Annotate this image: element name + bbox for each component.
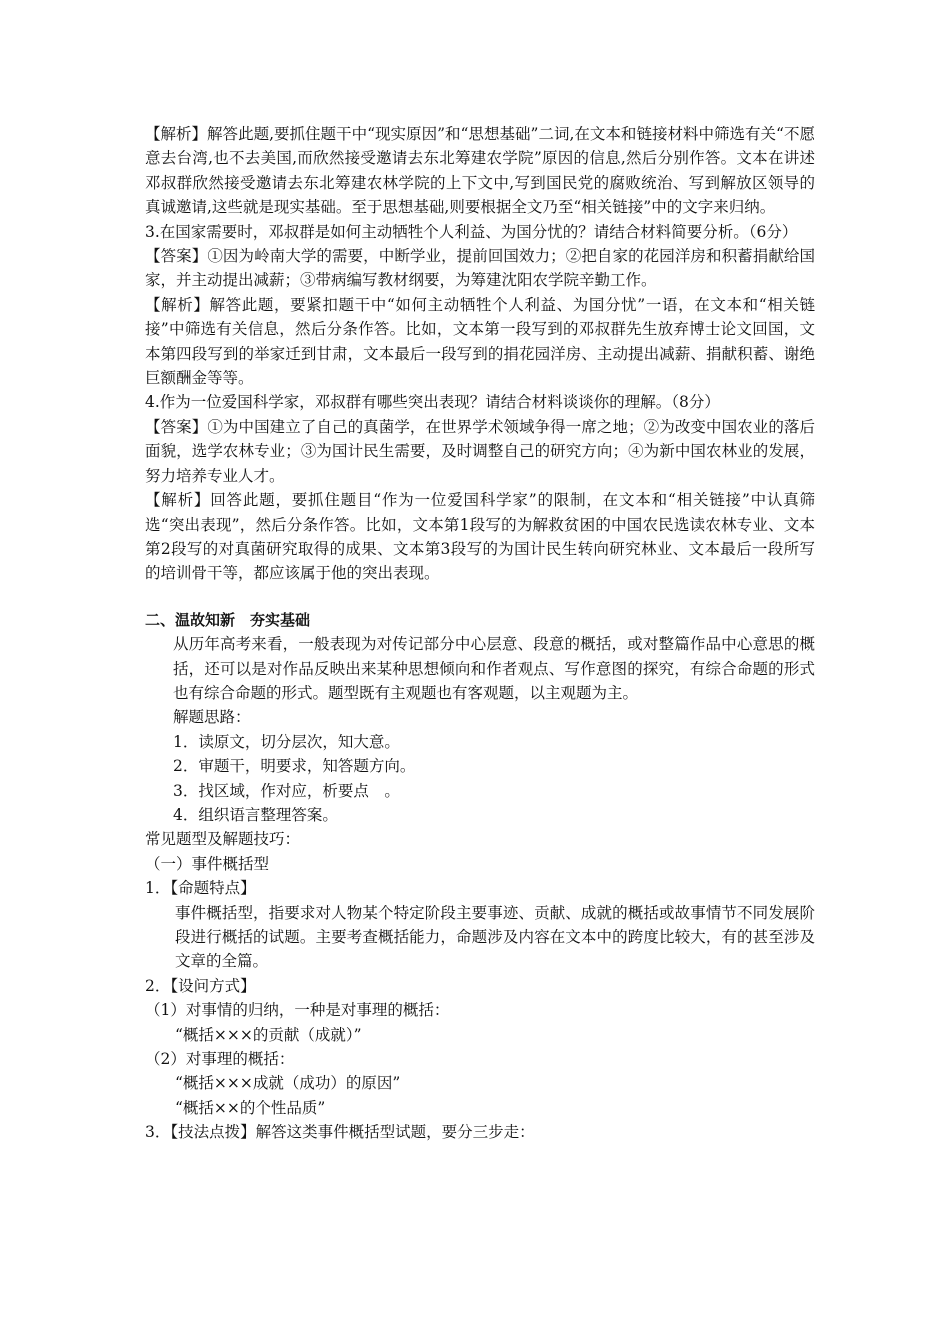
answer-q3: 【答案】①因为岭南大学的需要，中断学业，提前回国效力；②把自家的花园洋房和积蓄捐献给国家，并主动提出减薪；③带病编写教材纲要，为筹建沈阳农学院辛勤工作。 <box>145 247 815 290</box>
format-1: （1）对事情的归纳，一种是对事理的概括： <box>145 1001 450 1020</box>
step-1: 1．读原文，切分层次，知大意。 <box>173 732 400 751</box>
format-1-example: “概括×××的贡献（成就）” <box>175 1025 362 1044</box>
answer-q4: 【答案】①为中国建立了自己的真菌学，在世界学术领域争得一席之地；②为改变中国农业的落后面貌，选学农林专业；③为国计民生需要，及时调整自己的研究方向；④为新中国农林业的发展，努力培养专业人才。 <box>145 417 815 485</box>
analysis-q3: 【解析】解答此题，要紧扣题干中“如何主动牺牲个人利益、为国分忧”一语，在文本和“相关链接”中筛选有关信息，然后分条作答。比如，文本第一段写到的邓叔群先生放弃博士论文回国，文本第四段写到的举家迁到甘肃，文本最后一段写到的捐花园洋房、主动提出减薪、捐献积蓄、谢绝巨额酬金等等。 <box>145 295 815 388</box>
solution-approach-label: 解题思路： <box>173 708 251 727</box>
document-body <box>145 122 815 1145</box>
question-types-label: 常见题型及解题技巧： <box>145 830 301 849</box>
format-2-example-2: “概括××的个性品质” <box>175 1098 326 1117</box>
proposition-features-label: 1．【命题特点】 <box>145 879 256 898</box>
format-2: （2）对事理的概括： <box>145 1050 295 1069</box>
step-3: 3．找区域，作对应，析要点 。 <box>173 781 400 800</box>
type-1-heading: （一）事件概括型 <box>145 854 270 873</box>
question-3: 3.在国家需要时，邓叔群是如何主动牺牲个人利益、为国分忧的？请结合材料简要分析。（6分） <box>145 222 798 241</box>
technique-label: 3．【技法点拨】解答这类事件概括型试题，要分三步走： <box>145 1123 535 1142</box>
format-2-example-1: “概括×××成就（成功）的原因” <box>175 1074 401 1093</box>
section-intro-paragraph: 从历年高考来看，一般表现为对传记部分中心层意、段意的概括，或对整篇作品中心意思的概括，还可以是对作品反映出来某种思想倾向和作者观点、写作意图的探究，有综合命题的形式也有综合命题的形式。题型既有主观题也有客观题，以主观题为主。 <box>173 635 815 702</box>
step-4: 4．组织语言整理答案。 <box>173 805 338 824</box>
analysis-q4: 【解析】回答此题，要抓住题目“作为一位爱国科学家”的限制，在文本和“相关链接”中认真筛选“突出表现”，然后分条作答。比如，文本第1段写的为解救贫困的中国农民选读农林专业、文本第2段写的对真菌研究取得的成果、文本第3段写的为国计民生转向研究林业、文本最后一段所写的培训骨干等，都应该属于他的突出表现。 <box>145 491 815 583</box>
proposition-features-text: 事件概括型，指要求对人物某个特定阶段主要事迹、贡献、成就的概括或故事情节不同发展阶段进行概括的试题。主要考查概括能力，命题涉及内容在文本中的跨度比较大，有的甚至涉及文章的全篇。 <box>175 903 815 971</box>
analysis-paragraph-q2: 【解析】解答此题,要抓住题干中“现实原因”和“思想基础”二词,在文本和链接材料中筛选有关“不愿意去台湾,也不去美国,而欣然接受邀请去东北筹建农学院”原因的信息,然后分别作答。文本在讲述邓叔群欣然接受邀请去东北筹建农林学院的上下文中,写到国民党的腐败统治、写到解放区领导的真诚邀请,这些就是现实基础。至于思想基础,则要根据全文乃至“相关链接”中的文字来归纳。 <box>145 125 815 217</box>
question-4: 4.作为一位爱国科学家，邓叔群有哪些突出表现？请结合材料谈谈你的理解。（8分） <box>145 393 720 412</box>
question-format-label: 2．【设问方式】 <box>145 976 256 995</box>
section-heading-2: 二、温故知新 夯实基础 <box>145 610 311 629</box>
step-2: 2．审题干，明要求，知答题方向。 <box>173 757 416 776</box>
